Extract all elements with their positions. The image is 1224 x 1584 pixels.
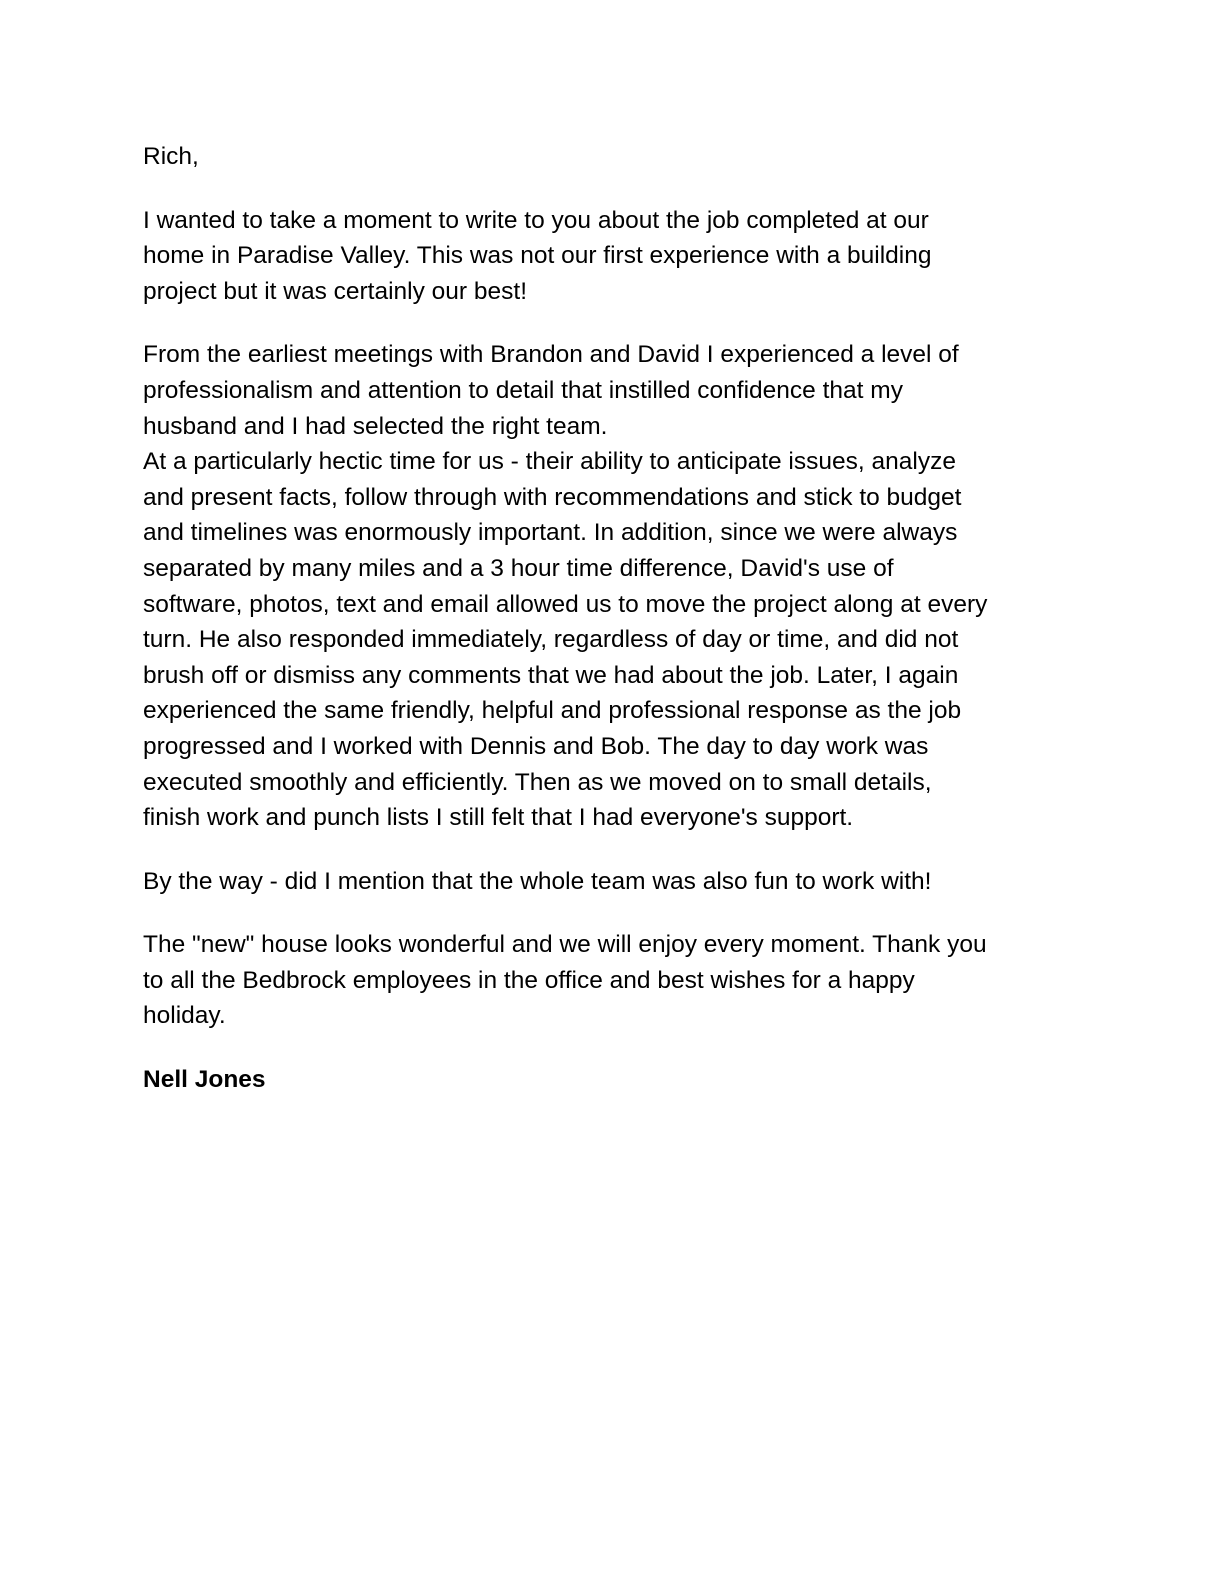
signature (143, 1062, 1083, 1098)
paragraph-line: software, photos, text and email allowed us to move the project along at every (143, 590, 988, 618)
paragraph-line: separated by many miles and a 3 hour time difference, David's use of (143, 554, 894, 582)
paragraph-line: experienced the same friendly, helpful and professional response as the job (143, 697, 962, 725)
paragraph-team-fun (143, 864, 1083, 900)
signature-name: Nell Jones (143, 1066, 266, 1094)
paragraph-line: holiday. (143, 1002, 226, 1030)
paragraph-line: The "new" house looks wonderful and we will enjoy every moment. Thank you (143, 931, 987, 959)
paragraph-line: husband and I had selected the right team. (143, 412, 608, 440)
salutation-text: Rich, (143, 143, 199, 170)
paragraph-line: progressed and I worked with Dennis and Bob. The day to day work was (143, 732, 929, 760)
paragraph-line: From the earliest meetings with Brandon and David I experienced a level of (143, 341, 959, 369)
paragraph-line: executed smoothly and efficiently. Then as we moved on to small details, (143, 768, 932, 796)
paragraph-line: I wanted to take a moment to write to you about the job completed at our (143, 206, 929, 234)
paragraph-experience (143, 337, 1083, 835)
paragraph-line: professionalism and attention to detail that instilled confidence that my (143, 376, 903, 404)
letter-body (143, 139, 1083, 1098)
paragraph-line: brush off or dismiss any comments that we had about the job. Later, I again (143, 661, 959, 689)
paragraph-closing (143, 927, 1083, 1034)
paragraph-line: and timelines was enormously important. In addition, since we were always (143, 519, 958, 547)
paragraph-line: home in Paradise Valley. This was not our first experience with a building (143, 242, 932, 270)
paragraph-line: project but it was certainly our best! (143, 277, 528, 305)
paragraph-line: At a particularly hectic time for us - their ability to anticipate issues, analyze (143, 448, 956, 476)
salutation (143, 139, 1083, 175)
paragraph-line: turn. He also responded immediately, regardless of day or time, and did not (143, 626, 959, 654)
paragraph-intro (143, 203, 1083, 310)
paragraph-line: and present facts, follow through with recommendations and stick to budget (143, 483, 962, 511)
paragraph-line: By the way - did I mention that the whole team was also fun to work with! (143, 867, 932, 895)
paragraph-line: to all the Bedbrock employees in the office and best wishes for a happy (143, 966, 915, 994)
paragraph-line: finish work and punch lists I still felt that I had everyone's support. (143, 804, 854, 832)
